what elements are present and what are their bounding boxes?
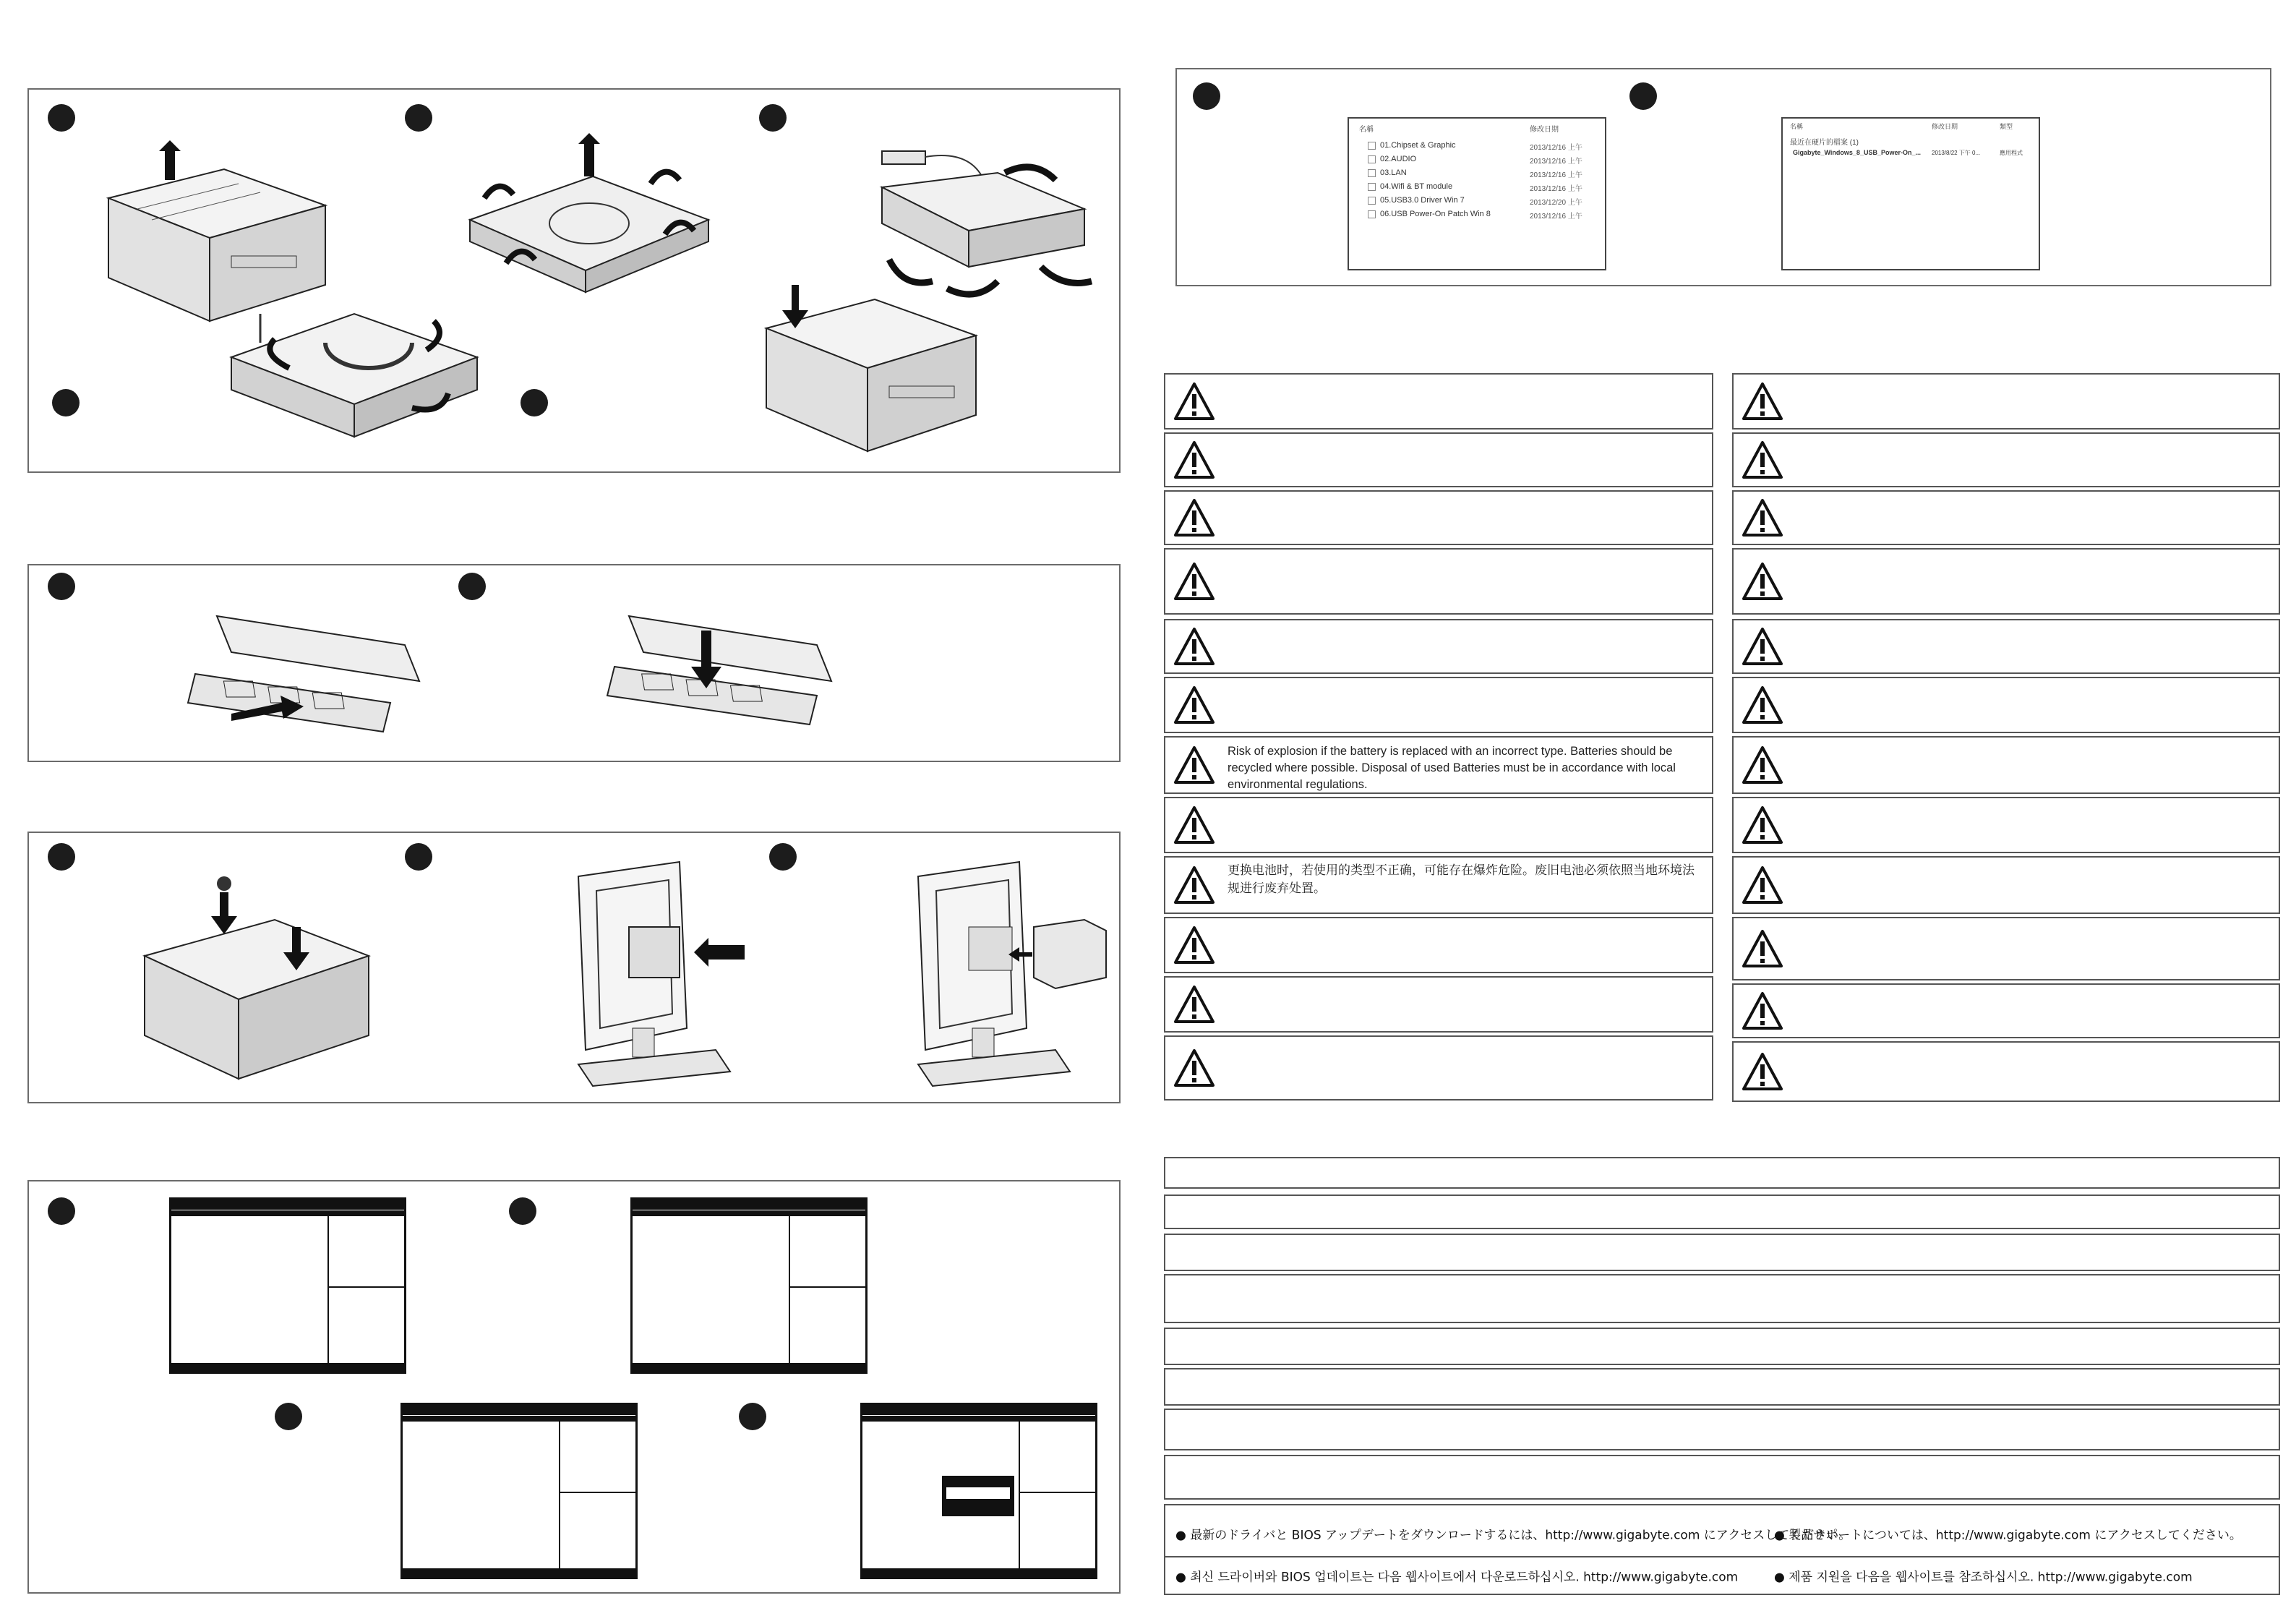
warning-box <box>1732 619 2280 674</box>
list-item-date: 2013/8/22 下午 0... <box>1932 150 1981 156</box>
illustration-memory-press <box>600 602 860 746</box>
list-item-date: 2013/12/16 上午 <box>1530 213 1582 221</box>
illustration-hdd-insert <box>752 278 983 466</box>
panel-drivers <box>1175 68 2271 286</box>
warning-icon <box>1742 381 1783 422</box>
column-date: 修改日期 <box>1932 123 1958 130</box>
warning-box <box>1732 548 2280 615</box>
warning-box <box>1732 373 2280 429</box>
step-marker-1 <box>48 1197 75 1225</box>
warning-icon <box>1742 685 1783 725</box>
step-marker-3 <box>769 843 797 871</box>
warning-box <box>1164 677 1713 733</box>
warning-box <box>1164 1035 1713 1101</box>
panel-disassembly <box>27 88 1121 473</box>
step-marker-2 <box>458 573 486 600</box>
warning-icon <box>1742 1051 1783 1092</box>
list-item-date: 2013/12/16 上午 <box>1530 144 1582 152</box>
list-item[interactable]: 04.Wifi & BT module <box>1368 180 1452 193</box>
support-text-ja-support: ● 製品サポートについては、http://www.gigabyte.com にアクセスしてください。 <box>1774 1528 2242 1543</box>
illustration-ssd-tray <box>217 299 492 451</box>
step-marker-1 <box>1193 82 1220 110</box>
warning-icon <box>1174 1048 1215 1088</box>
support-text-ja-download: ● 最新のドライバと BIOS アップデートをダウンロードするには、http://www.gigabyte.com にアクセスしてください。 <box>1175 1528 1851 1543</box>
warning-box-battery-zh <box>1164 856 1713 914</box>
bios-screen-save-exit <box>860 1403 1097 1579</box>
step-marker-5 <box>521 389 548 416</box>
support-row <box>1164 1328 2280 1365</box>
support-row <box>1164 1409 2280 1450</box>
panel-vesa-mount <box>27 832 1121 1103</box>
list-item-date: 2013/12/20 上午 <box>1530 199 1582 207</box>
warning-icon <box>1174 805 1215 845</box>
warning-icon <box>1174 984 1215 1025</box>
column-date: 修改日期 <box>1530 126 1559 134</box>
warning-icon <box>1742 805 1783 845</box>
step-marker-4 <box>739 1403 766 1430</box>
warning-icon <box>1742 561 1783 602</box>
list-item-date: 2013/12/16 上午 <box>1530 158 1582 166</box>
bios-confirm-dialog <box>941 1474 1016 1518</box>
list-item[interactable]: 01.Chipset & Graphic <box>1368 139 1456 152</box>
illustration-memory-insert <box>188 602 448 746</box>
warning-icon <box>1742 440 1783 480</box>
bios-screen-main <box>169 1197 406 1374</box>
file-group-header: 最近在硬片的檔案 (1) <box>1790 139 1859 147</box>
list-item-type: 應用程式 <box>2000 150 2023 156</box>
support-text-ko-download: ● 최신 드라이버와 BIOS 업데이트는 다음 웹사이트에서 다운로드하십시오. http://www.gigabyte.com <box>1175 1570 1739 1585</box>
bios-screen-boot <box>400 1403 638 1579</box>
list-item[interactable]: 02.AUDIO <box>1368 153 1416 166</box>
illustration-monitor-bracket <box>564 862 752 1086</box>
warning-icon <box>1174 381 1215 422</box>
warning-box <box>1164 432 1713 487</box>
step-marker-1 <box>48 573 75 600</box>
warning-icon <box>1174 745 1215 785</box>
step-marker-1 <box>48 843 75 871</box>
support-row <box>1164 1157 2280 1189</box>
step-marker-2 <box>405 843 432 871</box>
list-item[interactable]: 06.USB Power-On Patch Win 8 <box>1368 208 1491 221</box>
bios-screen-advanced <box>630 1197 868 1374</box>
driver-folder-list <box>1348 117 1606 270</box>
step-marker-2 <box>405 104 432 132</box>
warning-icon <box>1742 991 1783 1031</box>
column-name: 名稱 <box>1359 126 1374 134</box>
support-row <box>1164 1274 2280 1323</box>
warning-icon <box>1742 626 1783 667</box>
warning-box <box>1732 490 2280 545</box>
step-marker-3 <box>759 104 787 132</box>
step-marker-1 <box>48 104 75 132</box>
step-marker-2 <box>1629 82 1657 110</box>
panel-bios <box>27 1180 1121 1594</box>
list-item-date: 2013/12/16 上午 <box>1530 171 1582 179</box>
warning-icon <box>1742 928 1783 969</box>
step-marker-2 <box>509 1197 536 1225</box>
warning-box <box>1732 917 2280 980</box>
warning-box <box>1164 797 1713 853</box>
support-row <box>1164 1195 2280 1229</box>
patch-file-list <box>1781 117 2040 270</box>
warning-box <box>1732 797 2280 853</box>
warning-icon <box>1174 440 1215 480</box>
panel-memory <box>27 564 1121 762</box>
warning-icon <box>1174 497 1215 538</box>
warning-box <box>1164 373 1713 429</box>
warning-box <box>1732 1041 2280 1102</box>
support-row <box>1164 1455 2280 1500</box>
support-row-ko <box>1164 1556 2280 1595</box>
illustration-screws-bottom <box>130 876 376 1093</box>
illustration-bottom-plate <box>455 140 723 314</box>
list-item-date: 2013/12/16 上午 <box>1530 185 1582 193</box>
warning-icon <box>1742 745 1783 785</box>
warning-icon <box>1174 925 1215 965</box>
warning-box <box>1732 983 2280 1038</box>
warning-box <box>1732 736 2280 794</box>
warning-box <box>1164 976 1713 1033</box>
warning-box <box>1732 856 2280 914</box>
warning-text: 更换电池时，若使用的类型不正确，可能存在爆炸危险。废旧电池必须依照当地环境法规进行废弃处置。 <box>1228 863 1695 896</box>
warning-box <box>1732 677 2280 733</box>
warning-icon <box>1174 626 1215 667</box>
support-row <box>1164 1234 2280 1271</box>
support-row <box>1164 1368 2280 1406</box>
warning-box <box>1164 490 1713 545</box>
warning-icon <box>1174 561 1215 602</box>
warning-icon <box>1742 865 1783 905</box>
support-row-ja <box>1164 1504 2280 1563</box>
column-name: 名稱 <box>1790 123 1804 130</box>
warning-icon <box>1174 865 1215 905</box>
warning-box <box>1732 432 2280 487</box>
warning-box <box>1164 548 1713 615</box>
warning-box <box>1164 619 1713 674</box>
step-marker-4 <box>52 389 80 416</box>
list-item[interactable]: 03.LAN <box>1368 166 1407 179</box>
warning-box <box>1164 917 1713 973</box>
warning-icon <box>1742 497 1783 538</box>
step-marker-3 <box>275 1403 302 1430</box>
column-type: 類型 <box>2000 123 2013 130</box>
warning-icon <box>1174 685 1215 725</box>
warning-box-battery-en <box>1164 736 1713 794</box>
support-text-ko-support: ● 제품 지원을 다음을 웹사이트를 참조하십시오. http://www.gigabyte.com <box>1774 1570 2193 1585</box>
list-item[interactable]: 05.USB3.0 Driver Win 7 <box>1368 194 1465 207</box>
warning-text: Risk of explosion if the battery is replaced with an incorrect type. Batteries should be recycled where possible. Disposal of used Batteries must be in accordance with local environmental regulations. <box>1228 745 1676 791</box>
illustration-monitor-attach <box>904 862 1121 1086</box>
list-item[interactable]: Gigabyte_Windows_8_USB_Power-On_... <box>1793 149 1921 156</box>
